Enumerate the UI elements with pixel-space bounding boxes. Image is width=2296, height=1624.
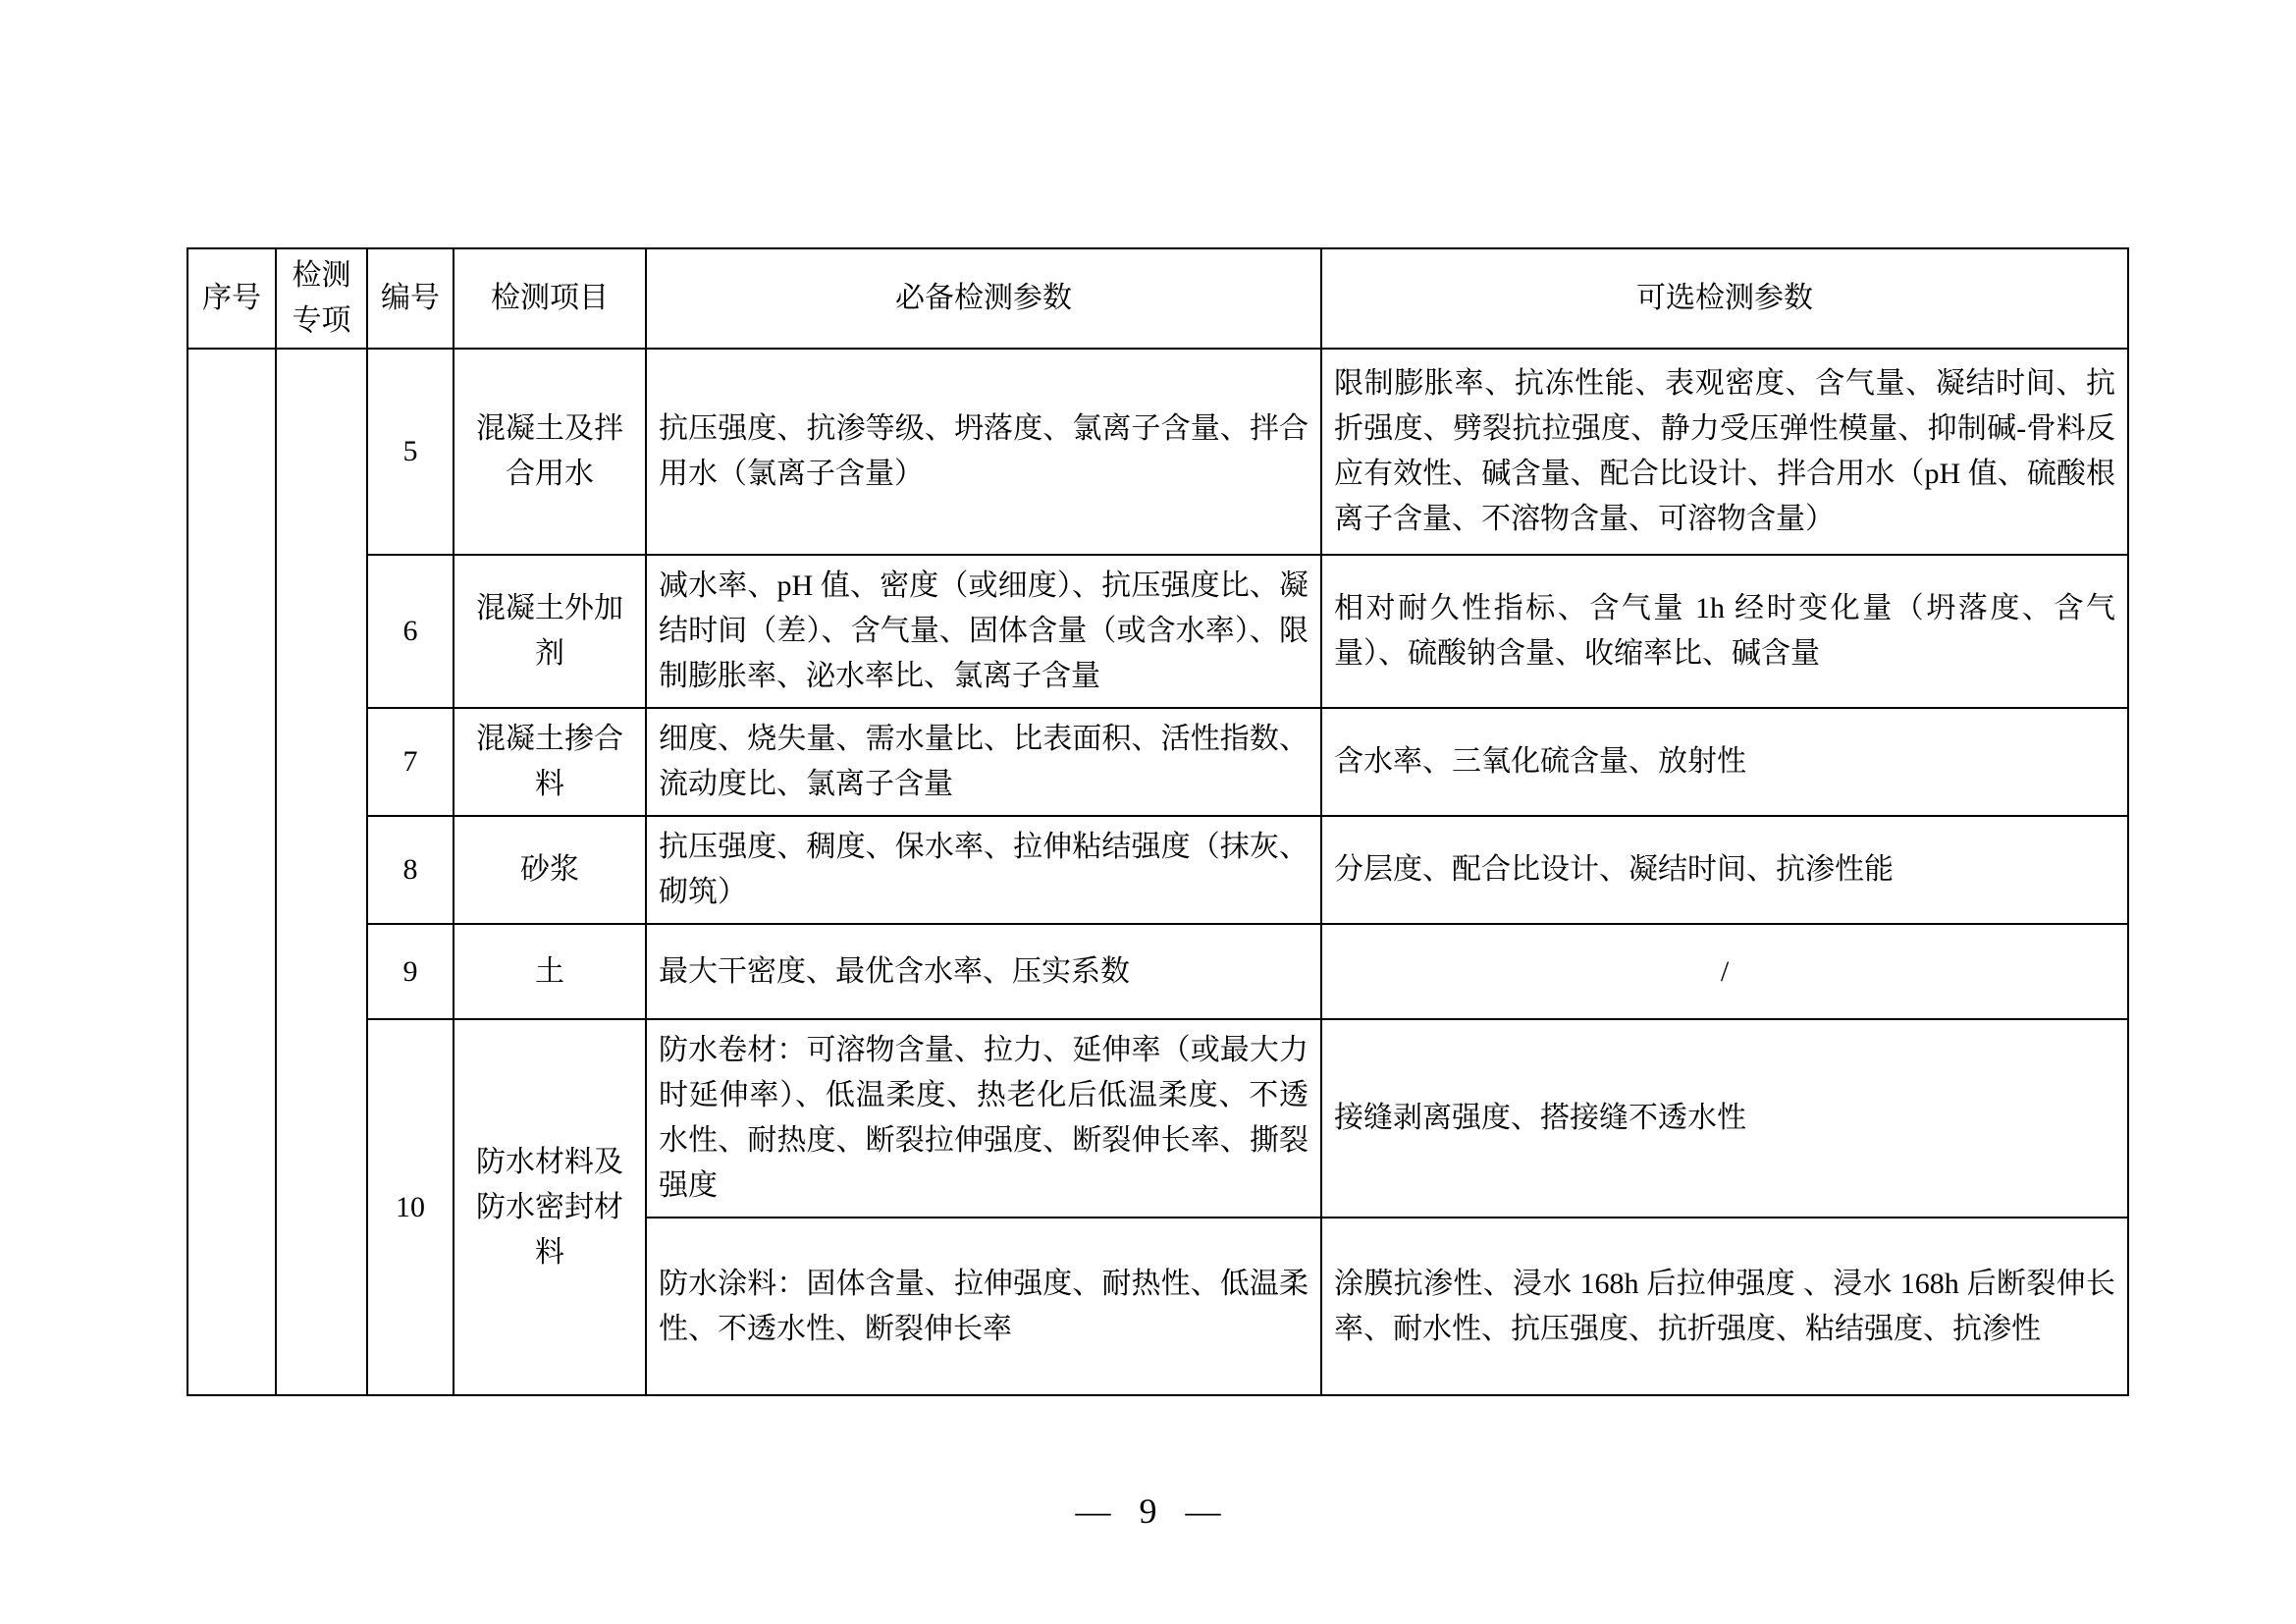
table-row-5 xyxy=(187,349,2128,555)
cell-number: 6 xyxy=(367,555,454,708)
cell-number: 5 xyxy=(367,349,454,555)
cell-optional-params: 含水率、三氧化硫含量、放射性 xyxy=(1321,708,2128,816)
cell-optional-params: 限制膨胀率、抗冻性能、表观密度、含气量、凝结时间、抗折强度、劈裂抗拉强度、静力受压弹性模量、抑制碱-骨料反应有效性、碱含量、配合比设计、拌合用水（pH 值、硫酸根离子含量、不溶物含量、可溶物含量） xyxy=(1321,349,2128,555)
cell-optional-params: 分层度、配合比设计、凝结时间、抗渗性能 xyxy=(1321,816,2128,924)
cell-required-params: 防水涂料：固体含量、拉伸强度、耐热性、低温柔性、不透水性、断裂伸长率 xyxy=(646,1218,1321,1395)
inspection-parameters-table xyxy=(187,247,2129,1396)
cell-item: 防水材料及防水密封材料 xyxy=(454,1019,646,1395)
table-row-6 xyxy=(187,555,2128,708)
cell-item: 混凝土外加剂 xyxy=(454,555,646,708)
table-row-9 xyxy=(187,924,2128,1019)
cell-number: 8 xyxy=(367,816,454,924)
col-header-number: 编号 xyxy=(367,248,454,349)
table-row-8 xyxy=(187,816,2128,924)
cell-optional-params: 涂膜抗渗性、浸水 168h 后拉伸强度 、浸水 168h 后断裂伸长率、耐水性、抗压强度、抗折强度、粘结强度、抗渗性 xyxy=(1321,1218,2128,1395)
col-header-serial: 序号 xyxy=(187,248,276,349)
col-header-required-params: 必备检测参数 xyxy=(646,248,1321,349)
special-merged-empty-cell xyxy=(276,349,367,1395)
cell-optional-params: 接缝剥离强度、搭接缝不透水性 xyxy=(1321,1019,2128,1218)
cell-item: 砂浆 xyxy=(454,816,646,924)
cell-required-params: 抗压强度、抗渗等级、坍落度、氯离子含量、拌合用水（氯离子含量） xyxy=(646,349,1321,555)
serial-merged-empty-cell xyxy=(187,349,276,1395)
cell-required-params: 减水率、pH 值、密度（或细度）、抗压强度比、凝结时间（差）、含气量、固体含量（或含水率）、限制膨胀率、泌水率比、氯离子含量 xyxy=(646,555,1321,708)
cell-required-params: 抗压强度、稠度、保水率、拉伸粘结强度（抹灰、砌筑） xyxy=(646,816,1321,924)
cell-required-params: 细度、烧失量、需水量比、比表面积、活性指数、流动度比、氯离子含量 xyxy=(646,708,1321,816)
table-header-row xyxy=(187,248,2128,349)
cell-required-params: 最大干密度、最优含水率、压实系数 xyxy=(646,924,1321,1019)
page-number: — 9 — xyxy=(1075,1491,1221,1531)
col-header-item: 检测项目 xyxy=(454,248,646,349)
cell-item: 混凝土及拌合用水 xyxy=(454,349,646,555)
table-row-7 xyxy=(187,708,2128,816)
cell-item: 土 xyxy=(454,924,646,1019)
cell-required-params: 防水卷材：可溶物含量、拉力、延伸率（或最大力时延伸率）、低温柔度、热老化后低温柔度、不透水性、耐热度、断裂拉伸强度、断裂伸长率、撕裂强度 xyxy=(646,1019,1321,1218)
cell-number: 7 xyxy=(367,708,454,816)
cell-optional-params: / xyxy=(1321,924,2128,1019)
cell-optional-params: 相对耐久性指标、含气量 1h 经时变化量（坍落度、含气量）、硫酸钠含量、收缩率比、碱含量 xyxy=(1321,555,2128,708)
col-header-optional-params: 可选检测参数 xyxy=(1321,248,2128,349)
cell-number: 9 xyxy=(367,924,454,1019)
cell-number: 10 xyxy=(367,1019,454,1395)
cell-item: 混凝土掺合料 xyxy=(454,708,646,816)
table-row-10-sub-1 xyxy=(187,1019,2128,1218)
col-header-special: 检测专项 xyxy=(276,248,367,349)
